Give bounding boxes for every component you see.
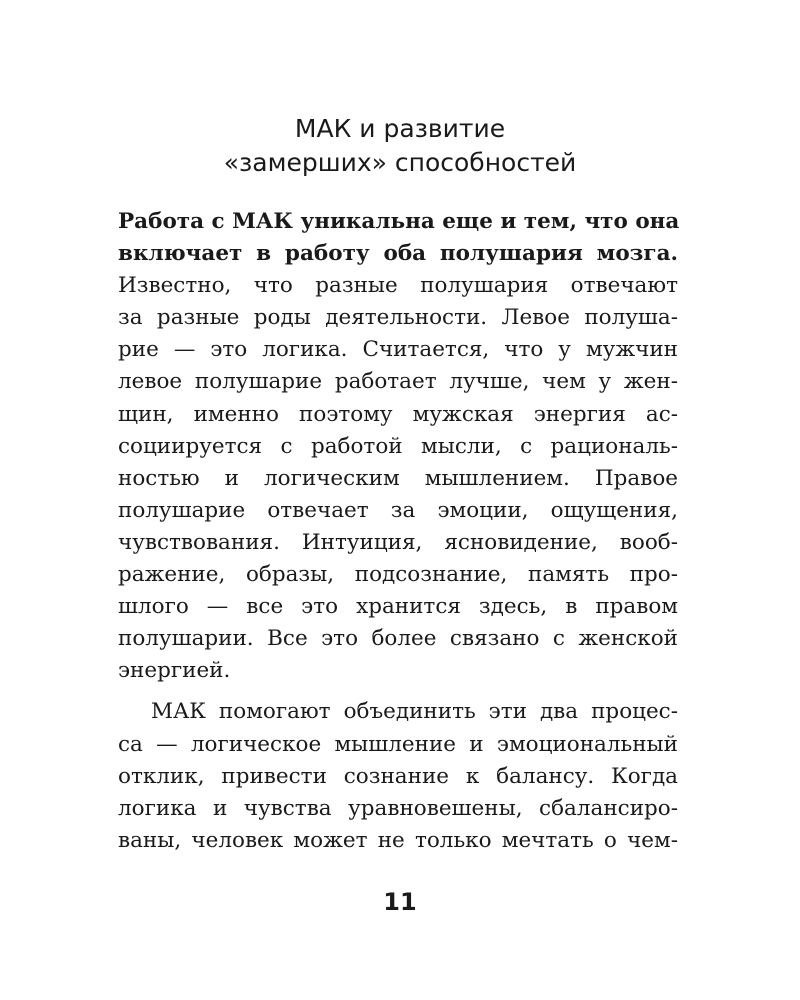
text-line: включает в работу оба полушария мозга. <box>118 241 678 267</box>
text-line: ваны, человек может не только мечтать о чем- <box>118 827 678 853</box>
paragraph-gap <box>118 687 678 696</box>
paragraph-2 <box>118 696 678 856</box>
text-line: ностью и логическим мышлением. Правое <box>118 465 678 491</box>
text-line: шлого — все это хранится здесь, в правом <box>118 594 678 620</box>
chapter-heading <box>0 112 800 180</box>
paragraph-1 <box>118 206 678 687</box>
text-line: отклик, привести сознание к балансу. Когда <box>118 763 678 789</box>
text-line: чувствования. Интуиция, ясновидение, вооб- <box>118 529 678 555</box>
text-line: за разные роды деятельности. Левое полуша- <box>118 305 678 331</box>
text-line: логика и чувства уравновешены, сбалансиро- <box>118 795 678 821</box>
text-line: Работа с МАК уникальна еще и тем, что она <box>118 209 680 234</box>
text-line: рие — это логика. Считается, что у мужчин <box>118 337 678 363</box>
chapter-heading-line-2: «замерших» способностей <box>223 148 577 177</box>
text-line: Известно, что разные полушария отвечают <box>118 273 678 299</box>
chapter-heading-line-1: МАК и развитие <box>294 114 506 143</box>
text-line: энергией. <box>118 658 231 684</box>
text-line: социируется с работой мысли, с рациональ- <box>118 433 678 459</box>
body-text <box>118 206 678 857</box>
text-line: полушарие отвечает за эмоции, ощущения, <box>118 497 678 523</box>
text-line: полушарии. Все это более связано с женской <box>118 626 678 652</box>
text-line: левое полушарие работает лучше, чем у жен- <box>118 369 678 395</box>
text-line: щин, именно поэтому мужская энергия ас- <box>118 401 678 427</box>
text-line: МАК помогают объединить эти два процес- <box>151 699 678 725</box>
page-number: 11 <box>383 888 417 916</box>
text-line: са — логическое мышление и эмоциональный <box>118 731 678 757</box>
text-line: ражение, образы, подсознание, память про- <box>118 562 678 588</box>
